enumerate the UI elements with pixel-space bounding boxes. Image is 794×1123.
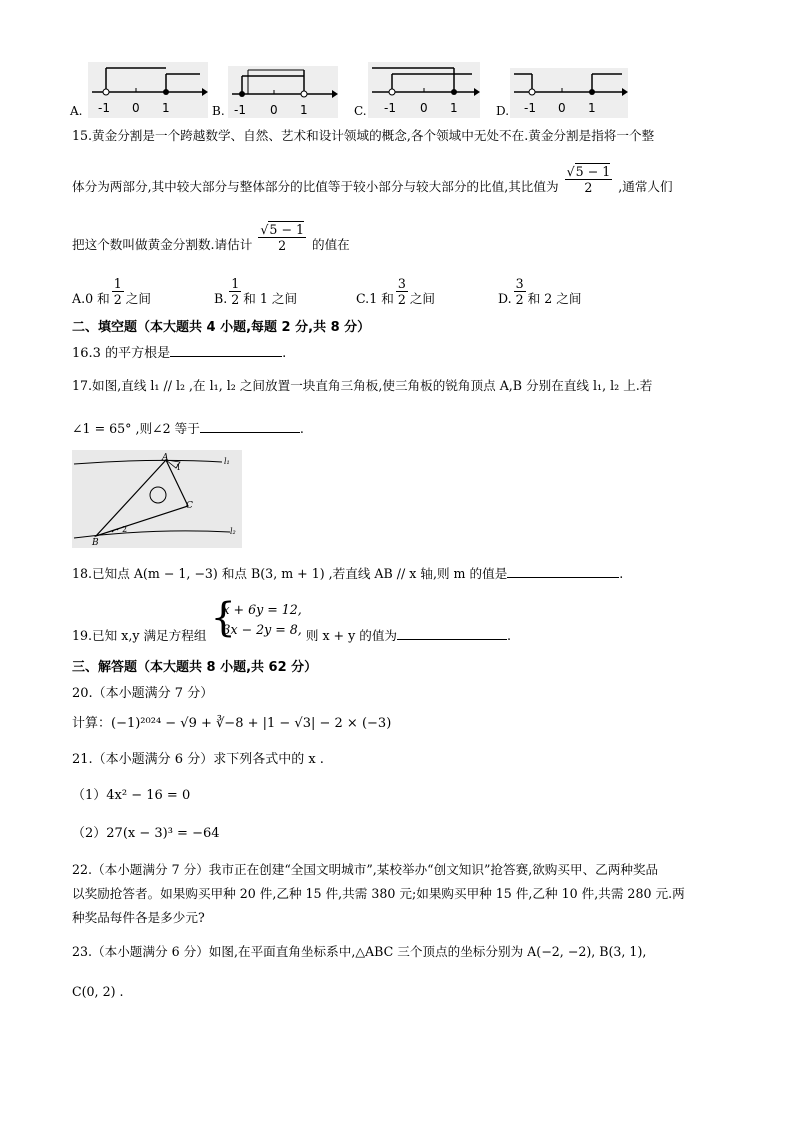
q22-line-2: 以奖励抢答者。如果购买甲种 20 件,乙种 15 件,共需 380 元;如果购买甲种 15 件,乙种 10 件,共需 280 元.两 (72, 886, 685, 901)
q14-option-c-numberline (368, 62, 480, 118)
section-2-heading: 二、填空题（本大题共 4 小题,每题 2 分,共 8 分） (72, 320, 371, 335)
q14-option-a-numberline (88, 62, 208, 118)
q15-line-2-tail: ,通常人们 (618, 179, 673, 194)
tick-label: 0 (132, 101, 140, 115)
q15-option-d: D. $\frac{3}{2}$ 和 2 之间 (498, 276, 582, 307)
fraction-denominator: 2 (278, 238, 287, 253)
fraction-numerator: √5 − 1 (566, 164, 611, 179)
q15-estimate-fraction (258, 222, 306, 253)
q15-options (72, 276, 712, 310)
tick-label: 1 (588, 101, 596, 115)
q16: 16.3 的平方根是 . (72, 346, 287, 361)
q14-option-c-label: C. (354, 104, 367, 118)
tick-label: -1 (234, 103, 246, 117)
q23-line-2: C(0, 2) . (72, 984, 124, 999)
q15-option-b: B. $\frac{1}{2}$ 和 1 之间 (214, 276, 298, 307)
tick-label: -1 (524, 101, 536, 115)
label-c: C (186, 501, 193, 511)
section-3-heading: 三、解答题（本大题共 8 小题,共 62 分） (72, 660, 318, 675)
q15-line-3 (72, 222, 350, 256)
q14-option-d-numberline (510, 68, 628, 118)
q19-answer-blank[interactable] (397, 627, 507, 640)
q21-head: 21.（本小题满分 6 分）求下列各式中的 x . (72, 752, 324, 767)
q15-line-1: 15.黄金分割是一个跨越数学、自然、艺术和设计领域的概念,各个领域中无处不在.黄金分割是指将一个整 (72, 128, 655, 143)
q18-text: 18.已知点 A(m − 1, −3) 和点 B(3, m + 1) ,若直线 AB // x 轴,则 m 的值是 (72, 566, 508, 581)
q16-answer-blank[interactable] (170, 344, 282, 357)
label-a: A (162, 453, 169, 463)
label-angle-1: 1 (176, 463, 182, 472)
tick-label: 0 (558, 101, 566, 115)
tick-label: -1 (384, 101, 396, 115)
q22-line-1: 22.（本小题满分 7 分）我市正在创建“全国文明城市”,某校举办“创文知识”抢答赛,欲购买甲、乙两种奖品 (72, 862, 659, 877)
q14-option-b-label: B. (212, 104, 225, 118)
tick-label: 1 (300, 103, 308, 117)
fraction-denominator: 2 (584, 180, 593, 195)
q15-line-2-text: 体分为两部分,其中较大部分与整体部分的比值等于较小部分与较大部分的比值,其比值为 (72, 179, 559, 194)
q17-line-2: ∠1 = 65° ,则∠2 等于 . (72, 421, 304, 436)
q20-calc: 计算：(−1)²⁰²⁴ − √9 + ∛−8 + |1 − √3| − 2 × (−3) (72, 716, 392, 731)
label-b: B (92, 538, 99, 548)
q15-line-3-tail: 的值在 (311, 237, 350, 252)
label-l1: l₁ (224, 457, 230, 466)
q15-option-c: C.1 和 $\frac{3}{2}$ 之间 (356, 276, 436, 307)
q14-option-b-numberline (228, 66, 338, 118)
q14-options (70, 62, 670, 122)
q15-line-3-text: 把这个数叫做黄金分割数.请估计 (72, 237, 253, 252)
q21-part-1: （1）4x² − 16 = 0 (72, 788, 191, 803)
fraction-numerator: √5 − 1 (260, 222, 304, 237)
tick-label: 1 (450, 101, 458, 115)
label-l2: l₂ (230, 527, 236, 536)
q21-part-2: （2）27(x − 3)³ = −64 (72, 826, 220, 841)
q22-line-3: 种奖品每件各是多少元? (72, 910, 205, 925)
q23-line-1: 23.（本小题满分 6 分）如图,在平面直角坐标系中,△ABC 三个顶点的坐标分别为 A(−2, −2), B(3, 1), (72, 944, 647, 959)
q14-option-a-label: A. (70, 104, 83, 118)
q16-text: 16.3 的平方根是 (72, 346, 171, 361)
q19-prefix: 19.已知 x,y 满足方程组 (72, 627, 207, 643)
q17-line-2-text: ∠1 = 65° ,则∠2 等于 (72, 421, 200, 436)
q14-option-d-label: D. (496, 104, 510, 118)
q15-line-2 (72, 164, 673, 198)
label-angle-2: 2 (122, 525, 128, 534)
tick-label: 0 (420, 101, 428, 115)
q19-eq-1: x + 6y = 12, (222, 602, 302, 617)
q15-golden-ratio-fraction (565, 164, 613, 195)
tick-label: 1 (162, 101, 170, 115)
q19-equation-system: { x + 6y = 12, 3x − 2y = 8, (210, 595, 302, 641)
q15-option-a: A.0 和 $\frac{1}{2}$ 之间 (72, 276, 151, 307)
q20-head: 20.（本小题满分 7 分） (72, 686, 214, 701)
q17-line-1: 17.如图,直线 l₁ // l₂ ,在 l₁, l₂ 之间放置一块直角三角板,使三角板的锐角顶点 A,B 分别在直线 l₁, l₂ 上.若 (72, 378, 653, 393)
q17-figure (72, 450, 242, 548)
q18: 18.已知点 A(m − 1, −3) 和点 B(3, m + 1) ,若直线 AB // x 轴,则 m 的值是 . (72, 566, 624, 581)
q19: 19.已知 x,y 满足方程组 { x + 6y = 12, 3x − 2y = 8, 则 x + y 的值为 . (72, 595, 512, 643)
q17-answer-blank[interactable] (200, 420, 300, 433)
q19-suffix: 则 x + y 的值为 (305, 627, 398, 643)
tick-label: 0 (270, 103, 278, 117)
q19-eq-2: 3x − 2y = 8, (222, 622, 302, 637)
q18-answer-blank[interactable] (507, 565, 619, 578)
tick-label: -1 (98, 101, 110, 115)
